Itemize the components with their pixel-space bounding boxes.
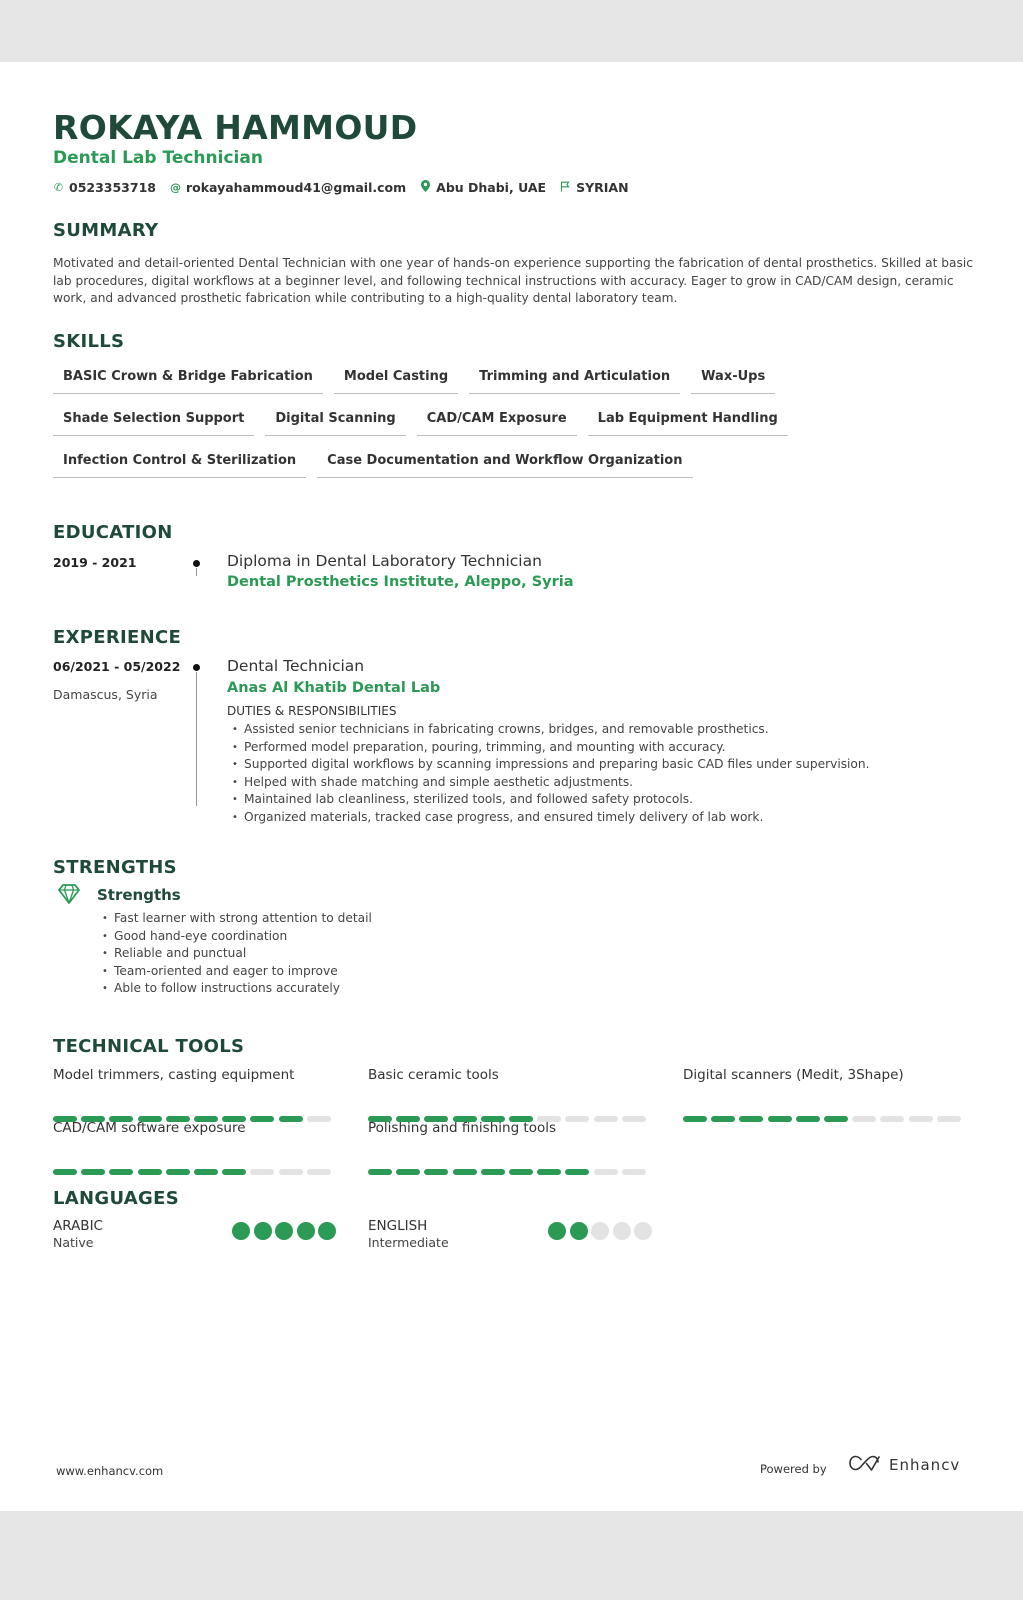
level-segment <box>739 1116 763 1122</box>
level-segment <box>307 1116 331 1122</box>
skills-heading: SKILLS <box>53 331 125 352</box>
skill-tag: Digital Scanning <box>265 406 405 436</box>
experience-company: Anas Al Khatib Dental Lab <box>227 680 441 696</box>
summary-heading: SUMMARY <box>53 220 159 241</box>
strengths-subheading: Strengths <box>97 886 181 904</box>
experience-role: Dental Technician <box>227 657 365 675</box>
location-text: Abu Dhabi, UAE <box>436 180 547 195</box>
list-item: • Helped with shade matching and simple aesthetic adjustments. <box>227 774 870 792</box>
level-segment <box>279 1169 303 1175</box>
candidate-name: ROKAYA HAMMOUD <box>53 108 418 147</box>
skill-tag: BASIC Crown & Bridge Fabrication <box>53 364 323 394</box>
brand-name: Enhancv <box>889 1456 961 1474</box>
level-segment <box>166 1169 190 1175</box>
list-item: • Good hand-eye coordination <box>97 928 372 946</box>
contact-email[interactable] <box>170 180 406 195</box>
level-segment <box>53 1169 77 1175</box>
education-degree: Diploma in Dental Laboratory Technician <box>227 552 542 570</box>
skills-list <box>53 364 983 490</box>
language-level: Native <box>53 1235 94 1250</box>
skill-tag: Model Casting <box>334 364 458 394</box>
level-segment <box>250 1169 274 1175</box>
level-segment <box>138 1169 162 1175</box>
level-segment <box>880 1116 904 1122</box>
level-dot <box>613 1222 631 1240</box>
list-item: • Fast learner with strong attention to detail <box>97 910 372 928</box>
nationality-text: SYRIAN <box>576 180 629 195</box>
level-segment <box>565 1169 589 1175</box>
contact-phone[interactable] <box>53 180 156 195</box>
timeline-line <box>196 568 197 576</box>
level-dot <box>297 1222 315 1240</box>
list-item: • Organized materials, tracked case progress, and ensured timely delivery of lab work. <box>227 809 870 827</box>
timeline-dot <box>193 560 200 567</box>
level-segment <box>594 1116 618 1122</box>
language-name: ENGLISH <box>368 1218 428 1234</box>
level-dot <box>570 1222 588 1240</box>
diamond-icon <box>58 884 80 908</box>
experience-heading: EXPERIENCE <box>53 627 182 648</box>
education-dates: 2019 - 2021 <box>53 555 137 570</box>
tools-heading: TECHNICAL TOOLS <box>53 1036 245 1057</box>
level-dot <box>634 1222 652 1240</box>
level-segment <box>768 1116 792 1122</box>
level-segment <box>222 1169 246 1175</box>
level-segment <box>594 1169 618 1175</box>
level-dot <box>254 1222 272 1240</box>
summary-text: Motivated and detail-oriented Dental Technician with one year of hands-on experience supporting the fabrication of dental prosthetics. Skilled at basic lab procedures, digital workflows at a beginner level, and following technical instructions with accuracy. Eager to grow in CAD/CAM design, ceramic work, and advanced prosthetic fabrication while contributing to a high-quality dental laboratory team. <box>53 256 973 305</box>
list-item: • Reliable and punctual <box>97 945 372 963</box>
duties-list <box>227 721 870 826</box>
brand-logo[interactable] <box>848 1454 960 1476</box>
level-dot <box>318 1222 336 1240</box>
strengths-list <box>97 910 372 998</box>
enhancv-logo-icon <box>848 1454 882 1476</box>
level-segment <box>453 1169 477 1175</box>
level-segment <box>909 1116 933 1122</box>
list-item: • Able to follow instructions accurately <box>97 980 372 998</box>
skill-tag: Case Documentation and Workflow Organization <box>317 448 692 478</box>
level-segment <box>796 1116 820 1122</box>
tool-level-bar <box>368 1169 650 1175</box>
level-dot <box>548 1222 566 1240</box>
flag-icon <box>560 181 571 195</box>
level-segment <box>683 1116 707 1122</box>
timeline-line <box>196 672 197 806</box>
languages-heading: LANGUAGES <box>53 1188 179 1209</box>
level-segment <box>937 1116 961 1122</box>
strengths-heading: STRENGTHS <box>53 857 177 878</box>
list-item: • Supported digital workflows by scanning impressions and preparing basic CAD files under supervision. <box>227 756 870 774</box>
level-segment <box>307 1169 331 1175</box>
level-segment <box>194 1169 218 1175</box>
skill-tag: Trimming and Articulation <box>469 364 680 394</box>
skill-tag: CAD/CAM Exposure <box>417 406 577 436</box>
tool-label: Polishing and finishing tools <box>368 1120 557 1136</box>
language-level-dots <box>232 1222 340 1240</box>
tool-level-bar <box>683 1116 965 1122</box>
tool-label: Model trimmers, casting equipment <box>53 1067 295 1083</box>
language-name: ARABIC <box>53 1218 103 1234</box>
powered-by-label: Powered by <box>760 1462 827 1476</box>
list-item: • Assisted senior technicians in fabricating crowns, bridges, and removable prosthetics. <box>227 721 870 739</box>
level-segment <box>109 1169 133 1175</box>
level-dot <box>591 1222 609 1240</box>
level-segment <box>250 1116 274 1122</box>
level-segment <box>81 1169 105 1175</box>
footer-url[interactable]: www.enhancv.com <box>56 1464 164 1478</box>
level-segment <box>565 1116 589 1122</box>
tool-label: Digital scanners (Medit, 3Shape) <box>683 1067 904 1083</box>
level-segment <box>852 1116 876 1122</box>
level-segment <box>711 1116 735 1122</box>
level-segment <box>368 1169 392 1175</box>
tool-label: CAD/CAM software exposure <box>53 1120 246 1136</box>
contact-nationality <box>560 180 628 195</box>
phone-icon: ✆ <box>53 181 64 194</box>
level-segment <box>279 1116 303 1122</box>
level-dot <box>232 1222 250 1240</box>
contact-location <box>420 180 546 195</box>
level-segment <box>622 1116 646 1122</box>
list-item: • Performed model preparation, pouring, trimming, and mounting with accuracy. <box>227 739 870 757</box>
list-item: • Team-oriented and eager to improve <box>97 963 372 981</box>
level-segment <box>396 1169 420 1175</box>
skill-tag: Lab Equipment Handling <box>588 406 788 436</box>
at-icon: @ <box>169 181 181 194</box>
duties-label: DUTIES & RESPONSIBILITIES <box>227 704 397 718</box>
candidate-title: Dental Lab Technician <box>53 148 263 168</box>
language-level-dots <box>548 1222 656 1240</box>
contact-row <box>53 180 643 195</box>
timeline-dot <box>193 664 200 671</box>
level-segment <box>537 1169 561 1175</box>
language-level: Intermediate <box>368 1235 449 1250</box>
email-text: rokayahammoud41@gmail.com <box>185 180 407 195</box>
skill-tag: Shade Selection Support <box>53 406 254 436</box>
education-school: Dental Prosthetics Institute, Aleppo, Syria <box>227 574 574 590</box>
list-item: • Maintained lab cleanliness, sterilized tools, and followed safety protocols. <box>227 791 870 809</box>
level-dot <box>275 1222 293 1240</box>
skill-tag: Wax-Ups <box>691 364 775 394</box>
education-heading: EDUCATION <box>53 522 173 543</box>
location-pin-icon <box>420 180 431 195</box>
level-segment <box>424 1169 448 1175</box>
tool-label: Basic ceramic tools <box>368 1067 499 1083</box>
tool-level-bar <box>53 1169 335 1175</box>
resume-page <box>0 62 1023 1511</box>
level-segment <box>481 1169 505 1175</box>
phone-text: 0523353718 <box>69 180 156 195</box>
level-segment <box>824 1116 848 1122</box>
experience-location: Damascus, Syria <box>53 687 158 702</box>
experience-dates: 06/2021 - 05/2022 <box>53 659 181 674</box>
skill-tag: Infection Control & Sterilization <box>53 448 306 478</box>
level-segment <box>622 1169 646 1175</box>
level-segment <box>509 1169 533 1175</box>
